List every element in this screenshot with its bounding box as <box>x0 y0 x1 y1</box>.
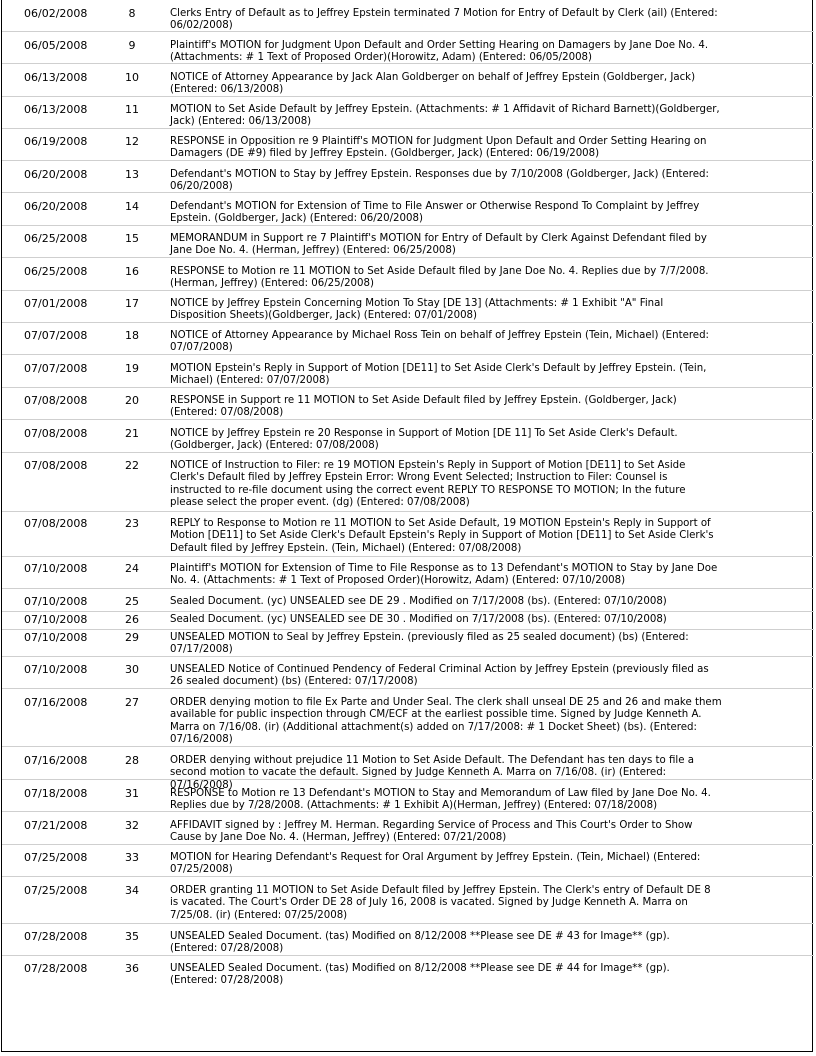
entry-description: MEMORANDUM in Support re 7 Plaintiff's MOTION for Entry of Default by Clerk Against Defendant filed by Jane Doe No. 4. (Herman, Jeffrey) (Entered: 06/25/2008) <box>170 233 707 257</box>
entry-number: 34 <box>125 884 139 897</box>
row-divider <box>2 629 814 630</box>
entry-date: 07/10/2008 <box>24 663 88 676</box>
entry-description: MOTION to Set Aside Default by Jeffrey Epstein. (Attachments: # 1 Affidavit of Richard Barnett)(Goldberger, Jack) (Entered: 06/13/2008) <box>170 104 720 128</box>
entry-date: 07/25/2008 <box>24 884 88 897</box>
entry-number: 28 <box>125 754 139 767</box>
entry-number: 26 <box>125 613 139 626</box>
entry-number: 13 <box>125 168 139 181</box>
entry-date: 06/13/2008 <box>24 71 88 84</box>
entry-description: NOTICE by Jeffrey Epstein Concerning Motion To Stay [DE 13] (Attachments: # 1 Exhibit "A" Final Disposition Sheets)(Goldberger, Jack) (Entered: 07/01/2008) <box>170 298 664 322</box>
entry-number: 22 <box>125 459 139 472</box>
entry-date: 07/10/2008 <box>24 562 88 575</box>
entry-date: 07/21/2008 <box>24 819 88 832</box>
row-divider <box>2 588 814 589</box>
entry-description: UNSEALED Notice of Continued Pendency of Federal Criminal Action by Jeffrey Epstein (previously filed as 26 sealed document) (bs) (Entered: 07/17/2008) <box>170 664 709 688</box>
entry-number: 21 <box>125 427 139 440</box>
entry-number: 12 <box>125 135 139 148</box>
entry-date: 07/08/2008 <box>24 427 88 440</box>
entry-number: 18 <box>125 329 139 342</box>
entry-description: UNSEALED Sealed Document. (tas) Modified on 8/12/2008 **Please see DE # 44 for Image** (gp). (Entered: 07/28/2008) <box>170 963 670 987</box>
entry-number: 36 <box>125 962 139 975</box>
entry-description: ORDER denying motion to file Ex Parte and Under Seal. The clerk shall unseal DE 25 and 26 and make them available for public inspection through CM/ECF at the earliest possible time. Signed by Judge Kenneth A. Marra on 7/16/08. (ir) (Additional attachment(s) added on 7/17/2008: # 1 Docket Sheet) (bs). (Entered: 07/16/2008) <box>170 697 722 745</box>
entry-date: 07/07/2008 <box>24 362 88 375</box>
entry-description: MOTION for Hearing Defendant's Request for Oral Argument by Jeffrey Epstein. (Tein, Michael) (Entered: 07/25/2008) <box>170 852 701 876</box>
entry-description: RESPONSE in Support re 11 MOTION to Set Aside Default filed by Jeffrey Epstein. (Goldberger, Jack) (Entered: 07/08/2008) <box>170 395 677 419</box>
entry-date: 07/28/2008 <box>24 930 88 943</box>
entry-date: 07/08/2008 <box>24 394 88 407</box>
entry-date: 07/18/2008 <box>24 787 88 800</box>
entry-description: REPLY to Response to Motion re 11 MOTION to Set Aside Default, 19 MOTION Epstein's Reply in Support of Motion [DE11] to Set Aside Clerk's Default Epstein's Reply in Support of Motion [DE11] to Set Aside Clerk's Default filed by Jeffrey Epstein. (Tein, Michael) (Entered: 07/08/2008) <box>170 518 714 554</box>
entry-number: 33 <box>125 851 139 864</box>
entry-date: 06/25/2008 <box>24 265 88 278</box>
entry-description: RESPONSE to Motion re 13 Defendant's MOTION to Stay and Memorandum of Law filed by Jane Doe No. 4. Replies due by 7/28/2008. (Attachments: # 1 Exhibit A)(Herman, Jeffrey) (Entered: 07/18/2008) <box>170 788 711 812</box>
entry-date: 07/07/2008 <box>24 329 88 342</box>
entry-description: RESPONSE in Opposition re 9 Plaintiff's MOTION for Judgment Upon Default and Order Setting Hearing on Damagers (DE #9) filed by Jeffrey Epstein. (Goldberger, Jack) (Entered: 06/19/2008) <box>170 136 707 160</box>
entry-number: 20 <box>125 394 139 407</box>
entry-description: MOTION Epstein's Reply in Support of Motion [DE11] to Set Aside Clerk's Default by Jeffrey Epstein. (Tein, Michael) (Entered: 07/07/2008) <box>170 363 707 387</box>
entry-description: NOTICE of Instruction to Filer: re 19 MOTION Epstein's Reply in Support of Motion [DE11] to Set Aside Clerk's Default filed by Jeffrey Epstein Error: Wrong Event Selected; Instruction to Filer: Counsel is instructed to re-file document using the correct event REPLY TO RESPONSE TO MOTION; In the future please select the proper event. (dg) (Entered: 07/08/2008) <box>170 460 686 508</box>
entry-number: 23 <box>125 517 139 530</box>
entry-number: 19 <box>125 362 139 375</box>
entry-description: Sealed Document. (yc) UNSEALED see DE 30 . Modified on 7/17/2008 (bs). (Entered: 07/10/2008) <box>170 614 667 625</box>
entry-description: NOTICE by Jeffrey Epstein re 20 Response in Support of Motion [DE 11] To Set Aside Clerk's Default. (Goldberger, Jack) (Entered: 07/08/2008) <box>170 428 678 452</box>
row-divider <box>2 511 814 512</box>
entry-number: 14 <box>125 200 139 213</box>
entry-date: 07/16/2008 <box>24 754 88 767</box>
entry-number: 32 <box>125 819 139 832</box>
entry-date: 07/10/2008 <box>24 613 88 626</box>
entry-date: 06/20/2008 <box>24 168 88 181</box>
entry-date: 07/10/2008 <box>24 595 88 608</box>
entry-description: ORDER denying without prejudice 11 Motion to Set Aside Default. The Defendant has ten days to file a second motion to vacate the default. Signed by Judge Kenneth A. Marra on 7/16/08. (ir) (Entered: 07/16/2008) <box>170 755 694 791</box>
entry-description: Defendant's MOTION for Extension of Time to File Answer or Otherwise Respond To Complaint by Jeffrey Epstein. (Goldberger, Jack) (Entered: 06/20/2008) <box>170 201 700 225</box>
entry-description: Plaintiff's MOTION for Extension of Time to File Response as to 13 Defendant's MOTION to Stay by Jane Doe No. 4. (Attachments: # 1 Text of Proposed Order)(Horowitz, Adam) (Entered: 07/10/2008) <box>170 563 718 587</box>
entry-date: 07/16/2008 <box>24 696 88 709</box>
entry-description: Plaintiff's MOTION for Judgment Upon Default and Order Setting Hearing on Damagers by Jane Doe No. 4. (Attachments: # 1 Text of Proposed Order)(Horowitz, Adam) (Entered: 06/05/2008) <box>170 40 709 64</box>
entry-description: AFFIDAVIT signed by : Jeffrey M. Herman. Regarding Service of Process and This Court's Order to Show Cause by Jane Doe No. 4. (Herman, Jeffrey) (Entered: 07/21/2008) <box>170 820 693 844</box>
entry-date: 06/02/2008 <box>24 7 88 20</box>
entry-description: Defendant's MOTION to Stay by Jeffrey Epstein. Responses due by 7/10/2008 (Goldberger, Jack) (Entered: 06/20/2008) <box>170 169 709 193</box>
entry-date: 07/08/2008 <box>24 459 88 472</box>
entry-description: Clerks Entry of Default as to Jeffrey Epstein terminated 7 Motion for Entry of Default by Clerk (ail) (Entered: 06/02/2008) <box>170 8 718 32</box>
entry-date: 06/19/2008 <box>24 135 88 148</box>
entry-number: 11 <box>125 103 139 116</box>
entry-description: Sealed Document. (yc) UNSEALED see DE 29 . Modified on 7/17/2008 (bs). (Entered: 07/10/2008) <box>170 596 667 607</box>
entry-date: 07/08/2008 <box>24 517 88 530</box>
entry-number: 17 <box>125 297 139 310</box>
entry-description: NOTICE of Attorney Appearance by Jack Alan Goldberger on behalf of Jeffrey Epstein (Goldberger, Jack) (Entered: 06/13/2008) <box>170 72 696 96</box>
entry-number: 24 <box>125 562 139 575</box>
row-divider <box>2 611 814 612</box>
entry-number: 27 <box>125 696 139 709</box>
entry-date: 06/05/2008 <box>24 39 88 52</box>
entry-number: 15 <box>125 232 139 245</box>
row-divider <box>2 923 814 924</box>
entry-number: 30 <box>125 663 139 676</box>
entry-description: UNSEALED MOTION to Seal by Jeffrey Epstein. (previously filed as 25 sealed document) (bs) (Entered: 07/17/2008) <box>170 632 689 656</box>
entry-number: 29 <box>125 631 139 644</box>
entry-date: 07/01/2008 <box>24 297 88 310</box>
entry-number: 31 <box>125 787 139 800</box>
row-divider <box>2 556 814 557</box>
entry-date: 06/25/2008 <box>24 232 88 245</box>
entry-number: 10 <box>125 71 139 84</box>
entry-number: 35 <box>125 930 139 943</box>
entry-description: RESPONSE to Motion re 11 MOTION to Set Aside Default filed by Jane Doe No. 4. Replies due by 7/7/2008. (Herman, Jeffrey) (Entered: 06/25/2008) <box>170 266 709 290</box>
entry-number: 16 <box>125 265 139 278</box>
entry-date: 06/13/2008 <box>24 103 88 116</box>
entry-description: ORDER granting 11 MOTION to Set Aside Default filed by Jeffrey Epstein. The Clerk's entry of Default DE 8 is vacated. The Court's Order DE 28 of July 16, 2008 is vacated. Signed by Judge Kenneth A. Marra on 7/25/08. (ir) (Entered: 07/25/2008) <box>170 885 711 921</box>
entry-date: 07/10/2008 <box>24 631 88 644</box>
entry-number: 8 <box>128 7 136 20</box>
entry-date: 07/25/2008 <box>24 851 88 864</box>
entry-number: 9 <box>128 39 136 52</box>
entry-date: 07/28/2008 <box>24 962 88 975</box>
docket-table <box>1 0 813 1052</box>
entry-description: NOTICE of Attorney Appearance by Michael Ross Tein on behalf of Jeffrey Epstein (Tein, Michael) (Entered: 07/07/2008) <box>170 330 709 354</box>
entry-description: UNSEALED Sealed Document. (tas) Modified on 8/12/2008 **Please see DE # 43 for Image** (gp). (Entered: 07/28/2008) <box>170 931 670 955</box>
entry-number: 25 <box>125 595 139 608</box>
entry-date: 06/20/2008 <box>24 200 88 213</box>
